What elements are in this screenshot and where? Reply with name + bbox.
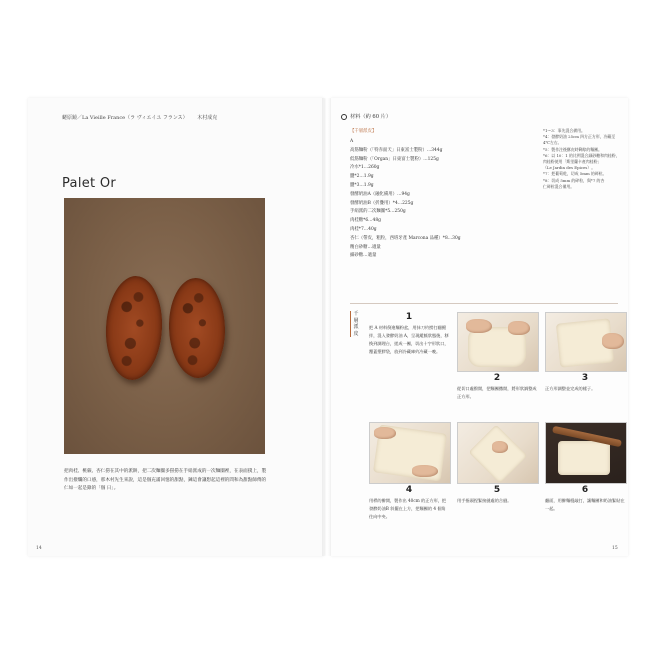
ingredient-line: 冷水*1…260g bbox=[350, 165, 380, 171]
ingredient-line: 低筋麵粉（「Organ」日東富士製粉）…125g bbox=[350, 156, 439, 162]
step-number: 4 bbox=[405, 485, 413, 495]
hand-image bbox=[508, 321, 530, 335]
step-number: 2 bbox=[493, 373, 501, 383]
cookie-image bbox=[103, 275, 164, 382]
page-number: 14 bbox=[36, 546, 42, 551]
step-photo bbox=[369, 422, 451, 484]
ingredient-line: 肉桂糖*6…48g bbox=[350, 218, 381, 224]
note-line: *8：切成 5mm 的碎粒，與*7 的杏 bbox=[543, 177, 605, 183]
recipe-description: 把肉桂、桃蕨、杏仁撈在其中的派餅，把二次麵團多撈撈在手絹派成的一次麵團裡，在表面撲上，製作出撥爛的口感，那木村先生來說，這是個充滿回憶的甜點，鍊這會讓想起這裡的問和為甜點師傅的仁如一起是錄的「個 日」。 bbox=[64, 469, 267, 491]
ingredient-line: 發酵奶油A（融化備用）…94g bbox=[350, 191, 410, 197]
header-shop: 蛯原鏡／La Vieille France（ラ ヴィエイユ フランス） bbox=[62, 115, 188, 121]
left-page bbox=[28, 98, 324, 556]
note-line: （Le Jardin des Epices）。 bbox=[543, 165, 596, 171]
vertical-section-label: 千層派皮 bbox=[350, 311, 360, 337]
ingredient-line: 手絹派的二次麵團*5…250g bbox=[350, 209, 406, 215]
ingredient-line: 高筋麵粉（「特赤面天」日東富士製粉）…344g bbox=[350, 147, 443, 153]
recipe-title: Palet Or bbox=[62, 176, 117, 191]
note-line: *4：發酵奶油 25cm 四方正方形，冷藏至 bbox=[543, 134, 616, 140]
ingredient-line: 精白砂糖…適量 bbox=[350, 244, 381, 250]
ingredient-notes bbox=[543, 128, 625, 190]
step-description: 用桿的擀開，製作出 40cm 的正方形，把發酵奶油B 斜擺在上方，把麵團的 4 個角往向中央。 bbox=[369, 498, 447, 519]
dough-image bbox=[558, 441, 610, 475]
ingredient-line: 鹽*2…1.9g bbox=[350, 174, 374, 180]
step-photo bbox=[457, 422, 539, 484]
ingredients-list bbox=[350, 138, 520, 261]
hand-image bbox=[374, 427, 396, 439]
ingredient-line: 細砂糖…適量 bbox=[350, 253, 377, 259]
product-photo bbox=[64, 198, 265, 454]
note-line: *6：以 10：1 的比例混合細砂糖和肉桂粉， bbox=[543, 152, 620, 158]
note-line: 仁碎粒混合備用。 bbox=[543, 183, 575, 189]
ingredient-line: A bbox=[350, 139, 354, 144]
ingredient-line: 杏仁（帶皮，粗粒，西班牙產 Marcona 品種）*8…30g bbox=[350, 235, 461, 241]
right-page bbox=[331, 98, 628, 556]
page-header bbox=[62, 114, 225, 121]
step-number: 1 bbox=[405, 312, 413, 322]
step-photo bbox=[457, 312, 539, 372]
step-description: 翻面，用擀麵棍敲打，讓麵團和奶油緊貼在一起。 bbox=[545, 498, 625, 511]
note-line: *5：製作注後酥皮時剩餘的麵團。 bbox=[543, 146, 602, 152]
ingredients-subhead: 【千層派皮】 bbox=[350, 129, 377, 134]
step-photo bbox=[545, 312, 627, 372]
cookie-image bbox=[167, 277, 226, 379]
step-number: 5 bbox=[493, 485, 501, 495]
ingredient-line: 肉桂*7…40g bbox=[350, 226, 377, 232]
hand-image bbox=[412, 465, 438, 477]
hand-image bbox=[602, 333, 624, 349]
section-title: 材料（約 60 片） bbox=[350, 114, 392, 120]
step-description: 正方形調整並完成的樣子。 bbox=[545, 386, 596, 391]
ingredient-line: 發酵奶油B（折疊用）*4…225g bbox=[350, 200, 414, 206]
ingredient-line: 鹽*3…1.9g bbox=[350, 182, 374, 188]
section-divider bbox=[350, 303, 618, 304]
dough-image bbox=[469, 425, 528, 484]
hand-image bbox=[466, 319, 492, 333]
hand-image bbox=[492, 441, 508, 453]
step-description: 把 A 材料倒進麵粉盆，用抹刀約撈打翻攪拌，混入發酵奶油 A，呈現縱脈狀態後，移換到調理台，搓成一團，切出十字形狀口，覆蓋塑膠袋，放到冷藏庫約冷藏一晚。 bbox=[369, 325, 449, 354]
note-line: *1～3：事先混合備用。 bbox=[543, 128, 585, 133]
step-number: 6 bbox=[581, 485, 589, 495]
step-description: 用手指頭捏緊接縫處的合縫。 bbox=[457, 498, 512, 503]
page-number: 15 bbox=[612, 546, 618, 551]
note-line: 4℃左右。 bbox=[543, 140, 562, 146]
note-line: *7：把葡萄乾，切成 5mm 的碎粒。 bbox=[543, 171, 607, 177]
note-line: 肉桂粉使用「斯里蘭卡產肉桂粉」 bbox=[543, 159, 602, 165]
section-circle-icon bbox=[341, 114, 347, 120]
step-number: 3 bbox=[581, 373, 589, 383]
step-photo bbox=[545, 422, 627, 484]
header-chef: 木村成克 bbox=[197, 115, 218, 121]
step-description: 從切口處撥開，把麵團撒開，將形狀調整成正方形。 bbox=[457, 386, 537, 399]
